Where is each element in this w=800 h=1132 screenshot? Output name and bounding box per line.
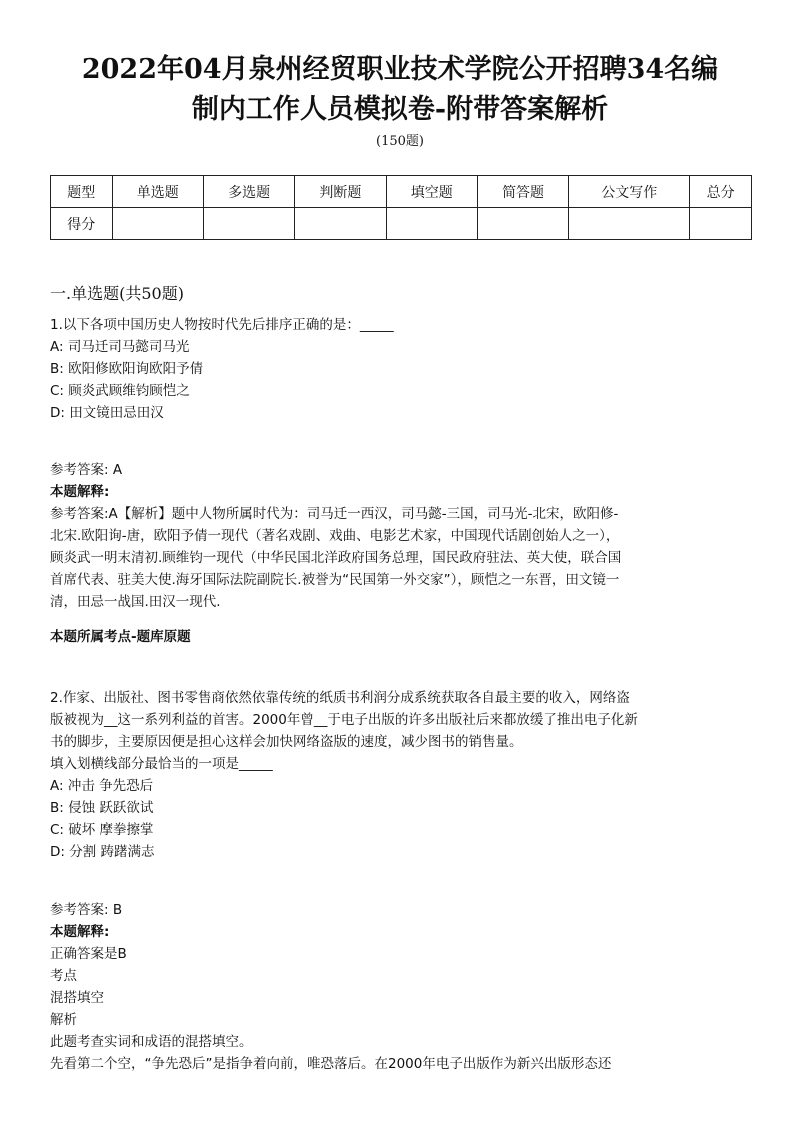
score-cell (386, 208, 477, 240)
header-cell: 填空题 (386, 176, 477, 208)
explanation-line: 参考答案:A【解析】题中人物所属时代为：司马迁一西汉，司马懿-三国，司马光-北宋，欧阳修- (50, 506, 619, 522)
question-1-source (50, 626, 750, 648)
explanation-line: 北宋.欧阳询-唐，欧阳予倩一现代（著名戏剧、戏曲、电影艺术家，中国现代话剧创始人之一）， (50, 528, 620, 544)
header-cell: 单选题 (112, 176, 203, 208)
question-1 (50, 314, 750, 424)
header-cell: 多选题 (203, 176, 294, 208)
header-cell: 判断题 (295, 176, 386, 208)
question-count: (150题) (376, 134, 424, 149)
question-1-answer (50, 459, 750, 613)
option-b: B: 欧阳修欧阳询欧阳予倩 (50, 361, 204, 377)
section-title: 一.单选题(共50题) (50, 284, 184, 303)
question-stem-line: 2.作家、出版社、图书零售商依然依靠传统的纸质书利润分成系统获取各自最主要的收入，网络盗 (50, 690, 630, 706)
score-cell (477, 208, 568, 240)
title-line-1: 2022年04月泉州经贸职业技术学院公开招聘34名编 (81, 54, 719, 85)
explanation-line: 首席代表、驻美大使.海牙国际法院副院长.被誉为“民国第一外交家”），顾恺之一东晋，田文镜一 (50, 572, 620, 588)
row-label-cell: 得分 (51, 208, 113, 240)
header-cell: 简答题 (477, 176, 568, 208)
score-table (50, 175, 752, 240)
question-2-answer (50, 899, 750, 1075)
header-cell: 总分 (690, 176, 752, 208)
header-cell: 公文写作 (569, 176, 690, 208)
explanation-line: 先看第二个空，“争先恐后”是指争着向前，唯恐落后。在2000年电子出版作为新兴出版形态还 (50, 1056, 612, 1072)
question-2 (50, 687, 750, 863)
option-a: A: 冲击 争先恐后 (50, 778, 154, 794)
option-b: B: 侵蚀 跃跃欲试 (50, 800, 154, 816)
explanation-line: 顾炎武一明末清初.顾维钧一现代（中华民国北洋政府国务总理，国民政府驻法、英大使，联合国 (50, 550, 622, 566)
option-a: A: 司马迁司马懿司马光 (50, 339, 190, 355)
score-table-header-row (51, 176, 752, 208)
score-cell (569, 208, 690, 240)
question-stem-line: 填入划横线部分最恰当的一项是_____ (50, 756, 273, 772)
explanation-line: 解析 (50, 1012, 77, 1028)
source-line: 本题所属考点-题库原题 (50, 629, 191, 645)
question-stem: 1.以下各项中国历史人物按时代先后排序正确的是：_____ (50, 317, 394, 333)
explanation-line: 混搭填空 (50, 990, 104, 1006)
option-c: C: 破坏 摩拳擦掌 (50, 822, 154, 838)
document-title (40, 50, 760, 130)
option-c: C: 顾炎武顾维钧顾恺之 (50, 383, 190, 399)
option-d: D: 分割 踌躇满志 (50, 844, 155, 860)
answer-line: 参考答案: A (50, 462, 123, 478)
score-cell (690, 208, 752, 240)
score-table-score-row (51, 208, 752, 240)
question-stem-line: 书的脚步，主要原因便是担心这样会加快网络盗版的速度，减少图书的销售量。 (50, 734, 523, 750)
score-cell (112, 208, 203, 240)
explanation-line: 正确答案是B (50, 946, 127, 962)
explanation-line: 考点 (50, 968, 77, 984)
question-stem-line: 版被视为__这一系列利益的首害。2000年曾__于电子出版的许多出版社后来都放缓了推出电子化新 (50, 712, 638, 728)
header-cell: 题型 (51, 176, 113, 208)
explanation-label: 本题解释: (50, 484, 110, 500)
title-line-2: 制内工作人员模拟卷-附带答案解析 (191, 94, 609, 125)
score-cell (203, 208, 294, 240)
explanation-label: 本题解释: (50, 924, 110, 940)
explanation-line: 清，田忌一战国.田汉一现代. (50, 594, 221, 610)
answer-line: 参考答案: B (50, 902, 123, 918)
option-d: D: 田文镜田忌田汉 (50, 405, 164, 421)
explanation-line: 此题考查实词和成语的混搭填空。 (50, 1034, 253, 1050)
score-cell (295, 208, 386, 240)
